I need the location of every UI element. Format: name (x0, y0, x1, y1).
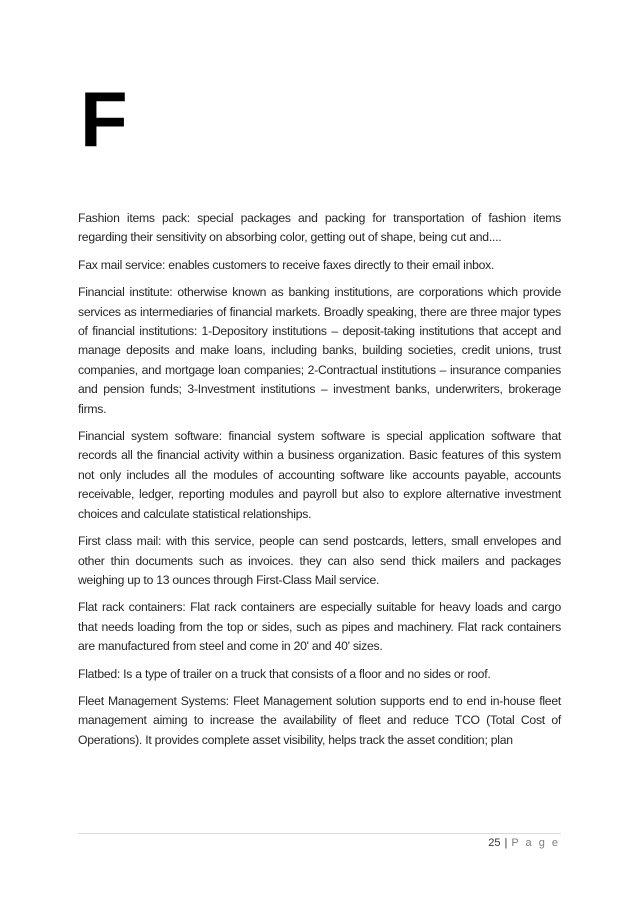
entry-financial-system-software: Financial system software: financial system software is special application software that records all the financial activity within a business organization. Basic features of this system not only includes all the modules of accounting software like accounts payable, accounts receivable, ledger, reporting modules and payroll but also to explore alternative investment choices and calculate statistical relationships. (78, 429, 561, 521)
section-letter: F (80, 75, 128, 163)
entry-fleet-management-systems: Fleet Management Systems: Fleet Management solution supports end to end in-house fleet management aiming to increase the availability of fleet and reduce TCO (Total Cost of Operations). It provides complete asset visibility, helps track the asset condition; plan (78, 693, 561, 747)
entry-flat-rack-containers: Flat rack containers: Flat rack containers are especially suitable for heavy loads and cargo that needs loading from the top or sides, such as pipes and machinery. Flat rack containers are manufactured from steel and come in 20' and 40' sizes. (78, 600, 561, 654)
footer-divider (78, 833, 561, 834)
page-number: 25 (488, 837, 501, 849)
glossary-entries (78, 209, 561, 758)
entry-flatbed: Flatbed: Is a type of trailer on a truck that consists of a floor and no sides or roof. (78, 666, 491, 681)
footer-separator: | (504, 837, 508, 849)
page-footer (488, 837, 560, 849)
entry-first-class-mail: First class mail: with this service, people can send postcards, letters, small envelopes and other thin documents such as invoices. they can also send thick mailers and packages weighing up to 13 ounces through First-Class Mail service. (78, 534, 561, 587)
page-label: P a g e (511, 837, 560, 849)
entry-fax-mail-service: Fax mail service: enables customers to receive faxes directly to their email inbox. (78, 257, 495, 272)
entry-financial-institute: Financial institute: otherwise known as banking institutions, are corporations which provide services as intermediaries of financial markets. Broadly speaking, there are three major types of financial institutions: 1-Depository institutions – deposit-taking institutions that accept and manage deposits and make loans, including banks, building societies, credit unions, trust companies, and mortgage loan companies; 2-Contractual institutions – insurance companies and pension funds; 3-Investment institutions – investment banks, underwriters, brokerage firms. (78, 285, 561, 416)
entry-fashion-items-pack: Fashion items pack: special packages and packing for transportation of fashion items regarding their sensitivity on absorbing color, getting out of shape, being cut and.... (78, 211, 561, 245)
